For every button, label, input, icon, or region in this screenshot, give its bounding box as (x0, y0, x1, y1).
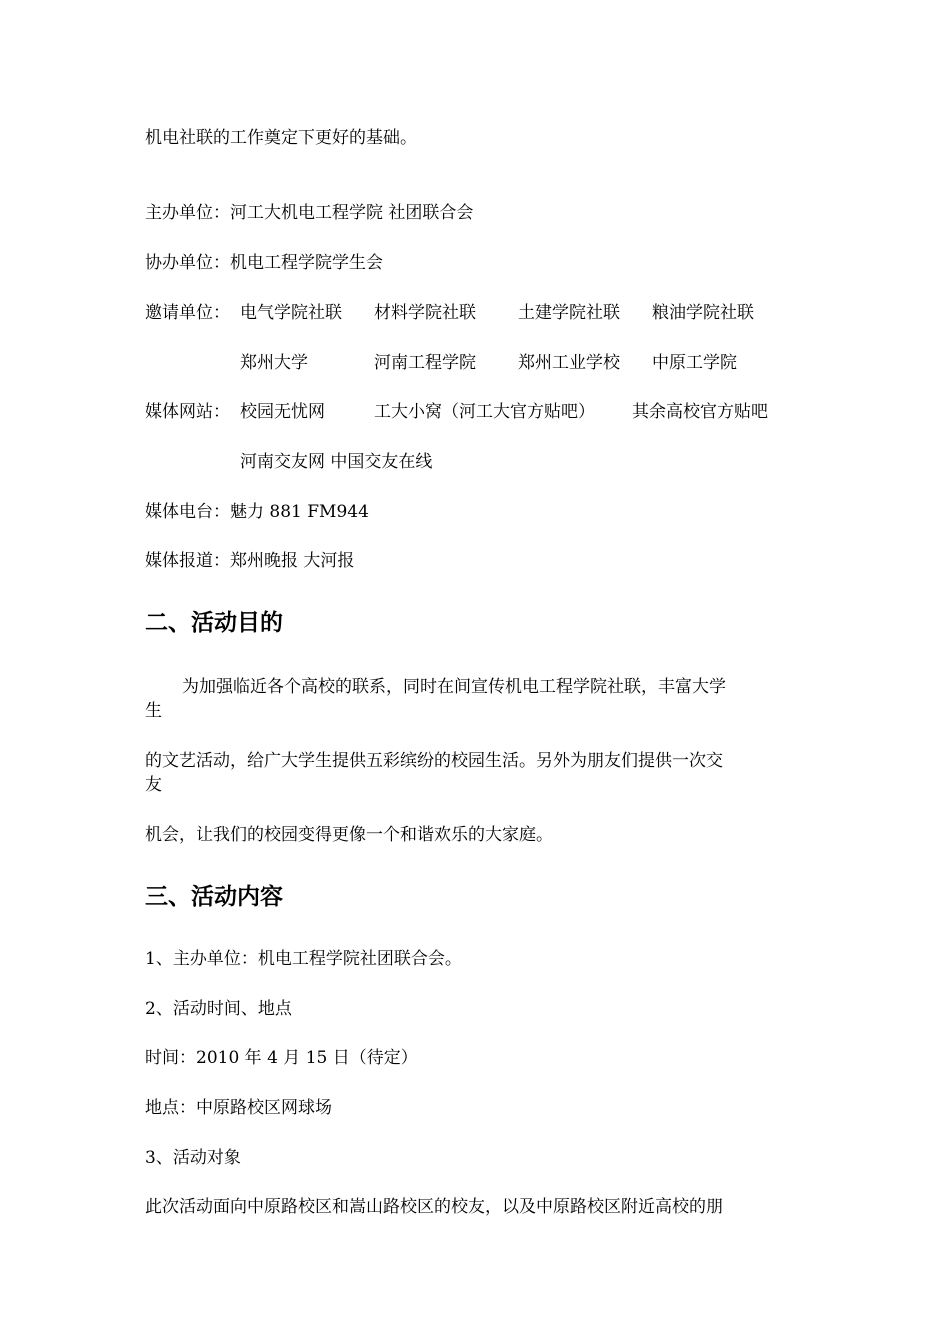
media-web-label: 媒体网站： (145, 402, 230, 422)
content-item-2: 2、活动时间、地点 (145, 999, 292, 1019)
co-host-line: 协办单位：机电工程学院学生会 (145, 253, 383, 273)
section-3-heading: 三、活动内容 (145, 883, 283, 910)
media-web-row-1 (145, 401, 845, 423)
purpose-paragraph-line: 机会，让我们的校园变得更像一个和谐欢乐的大家庭。 (145, 825, 553, 845)
media-radio-line: 媒体电台：魅力 881 FM944 (145, 502, 369, 522)
purpose-paragraph-wrap: 生 (145, 701, 162, 721)
activity-target-line: 此次活动面向中原路校区和嵩山路校区的校友，以及中原路校区附近高校的朋 (145, 1197, 723, 1217)
invited-unit: 河南工程学院 (374, 353, 476, 373)
content-item-3: 3、活动对象 (145, 1148, 241, 1168)
media-web-item: 工大小窝（河工大官方贴吧） (374, 402, 595, 422)
activity-time-line: 时间：2010 年 4 月 15 日（待定） (145, 1048, 418, 1068)
content-item-1: 1、主办单位：机电工程学院社团联合会。 (145, 949, 462, 969)
invited-unit: 电气学院社联 (240, 303, 342, 323)
section-2-heading: 二、活动目的 (145, 609, 283, 636)
media-web-row-2: 河南交友网 中国交友在线 (240, 452, 433, 472)
invited-unit: 郑州工业学校 (518, 353, 620, 373)
media-web-item: 其余高校官方贴吧 (632, 402, 768, 422)
host-line: 主办单位：河工大机电工程学院 社团联合会 (145, 203, 474, 223)
invited-unit: 土建学院社联 (518, 303, 620, 323)
media-web-item: 校园无忧网 (240, 402, 325, 422)
media-press-line: 媒体报道：郑州晚报 大河报 (145, 551, 355, 571)
invited-row-1 (145, 302, 845, 324)
invited-label: 邀请单位： (145, 303, 230, 323)
invited-unit: 粮油学院社联 (652, 303, 754, 323)
invited-unit: 材料学院社联 (374, 303, 476, 323)
invited-unit: 郑州大学 (240, 353, 308, 373)
activity-place-line: 地点：中原路校区网球场 (145, 1098, 332, 1118)
purpose-paragraph-line: 为加强临近各个高校的联系，同时在间宣传机电工程学院社联，丰富大学 (182, 677, 726, 697)
invited-unit: 中原工学院 (652, 353, 737, 373)
intro-end-line: 机电社联的工作奠定下更好的基础。 (145, 128, 417, 148)
purpose-paragraph-line: 的文艺活动，给广大学生提供五彩缤纷的校园生活。另外为朋友们提供一次交 (145, 751, 723, 771)
invited-row-2 (145, 352, 845, 374)
purpose-paragraph-wrap: 友 (145, 775, 162, 795)
